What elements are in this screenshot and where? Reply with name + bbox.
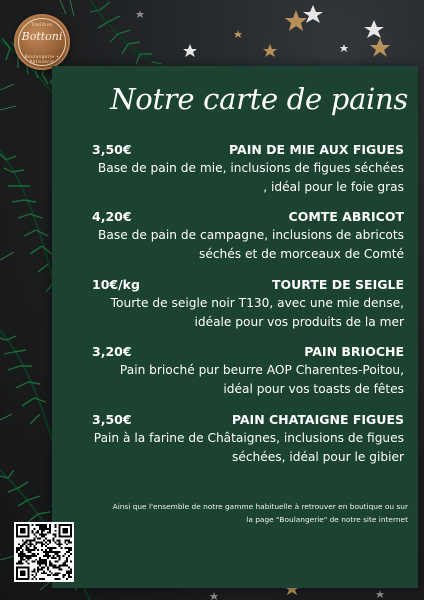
item-description: Pain à la farine de Châtaignes, inclusions de figues séchées, idéal pour le gibier: [93, 431, 404, 464]
qr-code[interactable]: [14, 522, 74, 582]
item-price: 3,50€: [92, 412, 132, 427]
logo-bottom-text: Boulangerie • Pâtisserie: [24, 54, 60, 64]
item-description: Base de pain de mie, inclusions de figues séchées , idéal pour le foie gras: [97, 161, 404, 194]
menu-item: [92, 277, 404, 332]
item-description: Base de pain de campagne, inclusions de abricots séchés et de morceaux de Comté: [98, 228, 404, 261]
item-name: PAIN BRIOCHE: [304, 344, 404, 359]
menu-item: [92, 344, 404, 399]
menu-item: [92, 209, 404, 264]
menu-panel: [52, 66, 418, 588]
bakery-logo: [14, 14, 70, 70]
item-name: COMTE ABRICOT: [288, 209, 404, 224]
item-description: Pain brioché pur beurre AOP Charentes-Poitou, idéal pour vos toasts de fêtes: [119, 363, 404, 396]
qr-code-pattern: [16, 524, 72, 580]
item-price: 4,20€: [92, 209, 132, 224]
item-name: PAIN DE MIE AUX FIGUES: [229, 142, 404, 157]
item-price: 10€/kg: [92, 277, 140, 292]
logo-top-text: Tradition: [31, 22, 53, 27]
menu-item: [92, 142, 404, 197]
menu-item: [92, 412, 404, 467]
logo-script-text: Bottoni: [21, 30, 63, 43]
item-name: PAIN CHATAIGNE FIGUES: [231, 412, 404, 427]
item-price: 3,20€: [92, 344, 132, 359]
page-title: Notre carte de pains: [110, 82, 408, 116]
item-description: Tourte de seigle noir T130, avec une mie dense, idéale pour vos produits de la mer: [110, 296, 404, 329]
item-name: TOURTE DE SEIGLE: [271, 277, 404, 292]
footer-note: Ainsi que l'ensemble de notre gamme habituelle à retrouver en boutique ou sur la page "Boulangerie" de notre site internet: [112, 502, 408, 524]
item-price: 3,50€: [92, 142, 132, 157]
